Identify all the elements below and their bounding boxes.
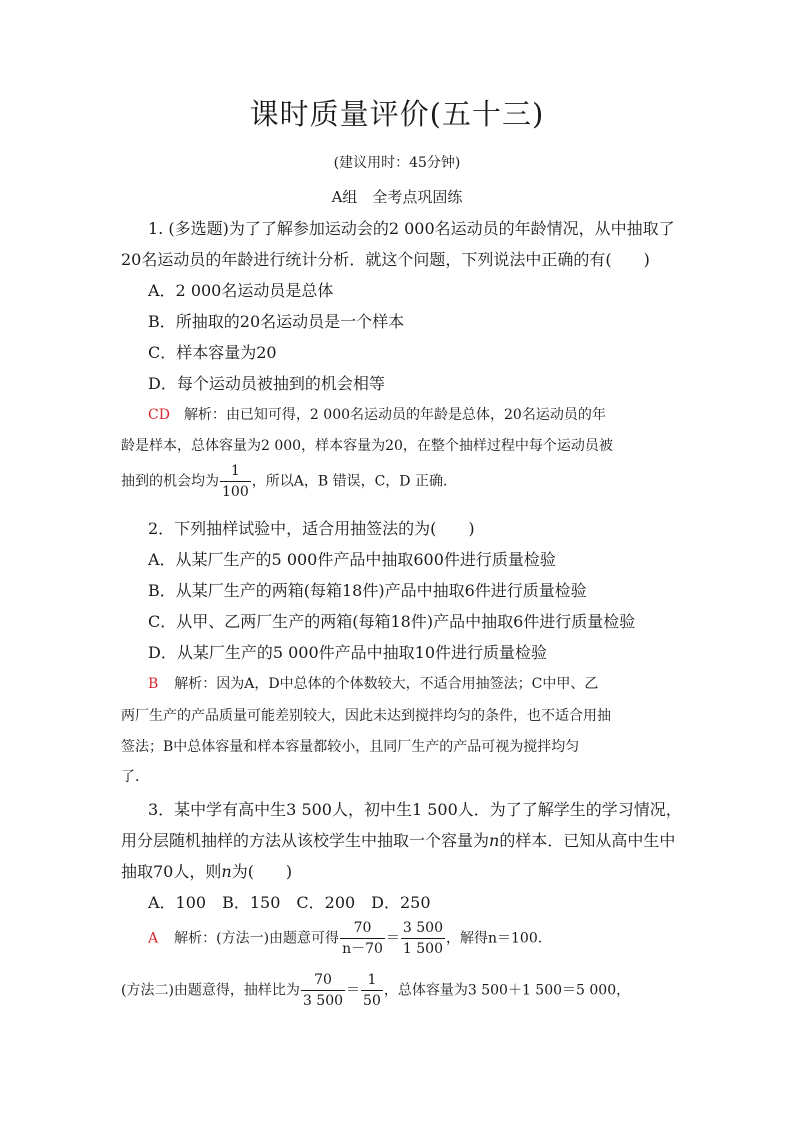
q1-explanation-line1 [148,404,606,424]
page-title: 课时质量评价(五十三) [249,97,545,131]
q3-m2-fraction1 [301,970,345,1011]
q2-explanation-line1 [148,673,598,693]
q1-explanation-line3 [121,461,457,502]
q3-stem-line3-pre: 抽取70人，则 [121,862,222,881]
q3-stem-line2-post: 的样本．已知从高中生中 [499,831,676,850]
q1-exp3-post: ，所以A，B 错误，C，D 正确． [251,473,457,490]
q3-var-n-2: n [221,862,232,881]
q3-method2-line [121,970,630,1011]
q1-option-b: B．所抽取的20名运动员是一个样本 [148,312,405,331]
q3-m1-fraction1 [340,918,385,959]
q2-option-c: C．从甲、乙两厂生产的两箱(每箱18件)产品中抽取6件进行质量检验 [148,612,636,631]
q3-m2-f2-denominator: 50 [363,993,381,1009]
q3-method2-post: ，总体容量为3 500＋1 500＝5 000， [383,982,631,999]
q3-m2-f1-numerator: 70 [301,970,345,991]
q2-option-d: D．从某厂生产的5 000件产品中抽取10件进行质量检验 [148,643,547,662]
q1-fraction-numerator: 1 [220,461,251,482]
q1-fraction [220,461,251,502]
q2-explanation-line3: 签法；B中总体容量和样本容量都较小，且同厂生产的产品可视为搅拌均匀 [121,739,580,755]
q1-stem-line1: 1. (多选题)为了了解参加运动会的2 000名运动员的年龄情况，从中抽取了 [148,219,675,238]
q1-explanation-label: 解析： [183,407,226,423]
q3-stem-line1: 3．某中学有高中生3 500人，初中生1 500人．为了了解学生的学习情况， [148,800,682,819]
q2-answer: B [148,676,159,692]
q3-m1-f1-denominator: n－70 [342,941,383,957]
q3-options: A．100 B．150 C．200 D．250 [148,893,431,912]
q3-stem-line3 [121,859,292,882]
q2-option-a: A．从某厂生产的5 000件产品中抽取600件进行质量检验 [148,550,556,569]
q2-explanation-label: 解析： [174,676,217,692]
q3-m1-f1-numerator: 70 [340,918,385,939]
q1-option-c: C．样本容量为20 [148,343,277,362]
q3-explanation-label: 解析： [174,930,217,947]
q1-answer: CD [148,407,170,423]
time-note: (建议用时：45分钟) [333,155,461,171]
q1-explanation-text1: 由已知可得，2 000名运动员的年龄是总体，20名运动员的年 [225,407,606,423]
q3-m1-f2-numerator: 3 500 [401,918,445,939]
q3-stem-line3-post: 为( ) [231,862,293,881]
q3-m1-fraction2 [401,918,445,959]
q3-m2-equals: ＝ [346,982,361,999]
q3-m1-equals: ＝ [385,930,400,947]
q2-explanation-line2: 两厂生产的产品质量可能差别较大，因此未达到搅拌均匀的条件，也不适合用抽 [121,708,611,724]
q3-stem-line2 [121,828,675,851]
q3-method2-pre: (方法二)由题意得，抽样比为 [121,982,300,999]
q3-m2-fraction2 [361,970,383,1011]
q2-stem: 2．下列抽样试验中，适合用抽签法的为( ) [148,519,475,538]
q2-explanation-text1: 因为A，D中总体的个体数较大，不适合用抽签法；C中甲、乙 [216,676,599,692]
q3-stem-line2-pre: 用分层随机抽样的方法从该校学生中抽取一个容量为 [121,831,490,850]
group-heading: A组 全考点巩固练 [331,188,463,206]
q1-fraction-denominator: 100 [222,484,249,500]
q2-option-b: B．从某厂生产的两箱(每箱18件)产品中抽取6件进行质量检验 [148,581,587,600]
q1-option-a: A．2 000名运动员是总体 [148,281,334,300]
q1-option-d: D．每个运动员被抽到的机会相等 [148,374,385,393]
q1-explanation-line2: 龄是样本，总体容量为2 000，样本容量为20，在整个抽样过程中每个运动员被 [121,438,613,454]
q3-method1-line [148,918,542,959]
q3-method1-post: ，解得n＝100. [446,930,543,947]
q3-answer: A [148,930,159,947]
q3-m2-f1-denominator: 3 500 [302,993,344,1009]
q1-exp3-pre: 抽到的机会均为 [121,473,219,490]
q3-method1-pre: (方法一)由题意可得 [216,930,340,947]
q3-m2-f2-numerator: 1 [361,970,383,991]
q3-var-n: n [489,831,500,850]
q2-explanation-line4: 了． [121,769,149,785]
q1-stem-line2: 20名运动员的年龄进行统计分析．就这个问题，下列说法中正确的有( ) [121,250,650,269]
q3-m1-f2-denominator: 1 500 [402,941,443,957]
